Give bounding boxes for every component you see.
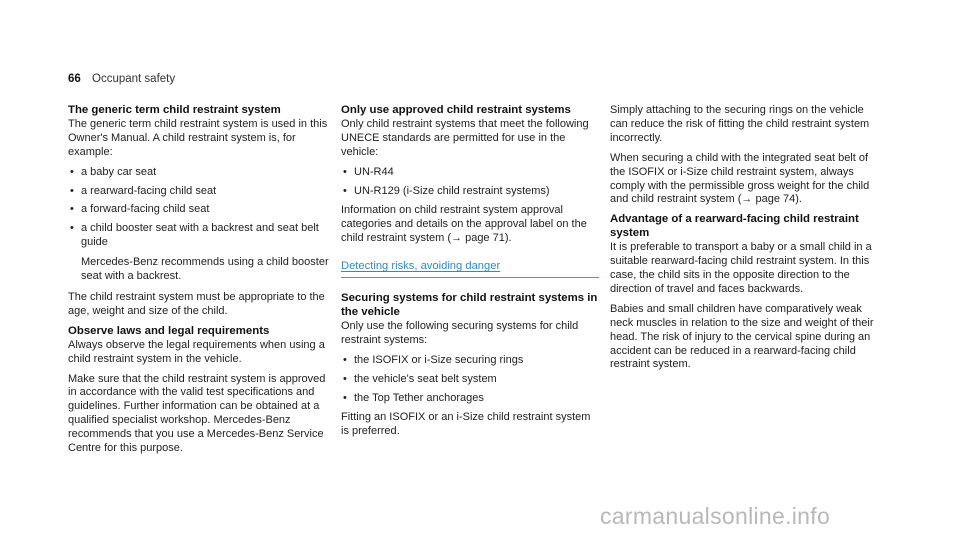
paragraph: Fitting an ISOFIX or an i-Size child restraint system is preferred. [341,411,591,438]
paragraph: Only child restraint systems that meet the following UNECE standards are permitted for use in the vehicle: [341,117,589,158]
section-title: Occupant safety [92,73,176,85]
paragraph: Babies and small children have comparatively weak neck muscles in relation to the size and weight of their head. The risk of injury to the cervical spine during an accident can be reduced in a rearward-facing child restraint system. [610,302,874,371]
paragraph: Only use the following securing systems for child restraint systems: [341,319,579,346]
heading-rearward-facing-advantage: Advantage of a rearward-facing child restraint system [610,213,859,240]
heading-generic-term: The generic term child restraint system [68,104,281,116]
list-item: • the Top Tether anchorages [341,392,599,406]
paragraph: The generic term child restraint system is used in this Owner's Manual. A child restraint system is, for example: [68,117,328,158]
column-middle [341,104,599,445]
paragraph: It is preferable to transport a baby or a small child in a suitable rearward-facing child restraint system. In this case, the child sits in the opposite direction to the direction of travel and faces backwards. [610,241,872,295]
list-item: • a child booster seat with a backrest and seat belt guide [68,222,330,250]
list-item: • a rearward-facing child seat [68,185,330,199]
column-left [68,104,330,462]
list-item: • UN-R129 (i-Size child restraint systems) [341,185,599,199]
paragraph: Always observe the legal requirements when using a child restraint system in the vehicle. [68,338,325,365]
column-right [610,104,875,378]
paragraph-with-page-link: Information on child restraint system approval categories and details on the approval label on the child restraint system (→ page 71). [341,204,587,245]
page-number: 66 [68,73,81,85]
watermark: carmanualsonline.info [600,503,831,529]
heading-approved-systems: Only use approved child restraint systems [341,104,571,116]
list-item: • a forward-facing child seat [68,203,330,217]
paragraph: Make sure that the child restraint system is approved in accordance with the valid test specifications and guidelines. Further information can be obtained at a qualified specialist workshop. Mercedes-Benz recommends that you use a Mercedes-Benz Service Centre for this purpose. [68,372,326,455]
list-item: • a baby car seat [68,166,330,180]
example-list [68,166,330,251]
paragraph: The child restraint system must be appropriate to the age, weight and size of the child. [68,290,325,317]
list-item: • the ISOFIX or i-Size securing rings [341,354,599,368]
heading-securing-systems: Securing systems for child restraint systems in the vehicle [341,292,598,318]
recommendation-note: Mercedes-Benz recommends using a child booster seat with a backrest. [81,256,329,283]
heading-legal-requirements: Observe laws and legal requirements [68,324,270,337]
section-heading-detecting-risks: Detecting risks, avoiding danger [341,260,599,278]
securing-systems-list [341,354,599,406]
list-item: • UN-R44 [341,166,599,180]
paragraph: Simply attaching to the securing rings on the vehicle can reduce the risk of fitting the child restraint system incorrectly. [610,104,870,144]
standards-list [341,166,599,199]
paragraph-with-page-link: When securing a child with the integrated seat belt of the ISOFIX or i-Size child restraint system, always comply with the permissible gross weight for the child and child restraint system (→ page 74). [610,151,870,206]
list-item: • the vehicle's seat belt system [341,373,599,387]
page-header [68,73,175,85]
